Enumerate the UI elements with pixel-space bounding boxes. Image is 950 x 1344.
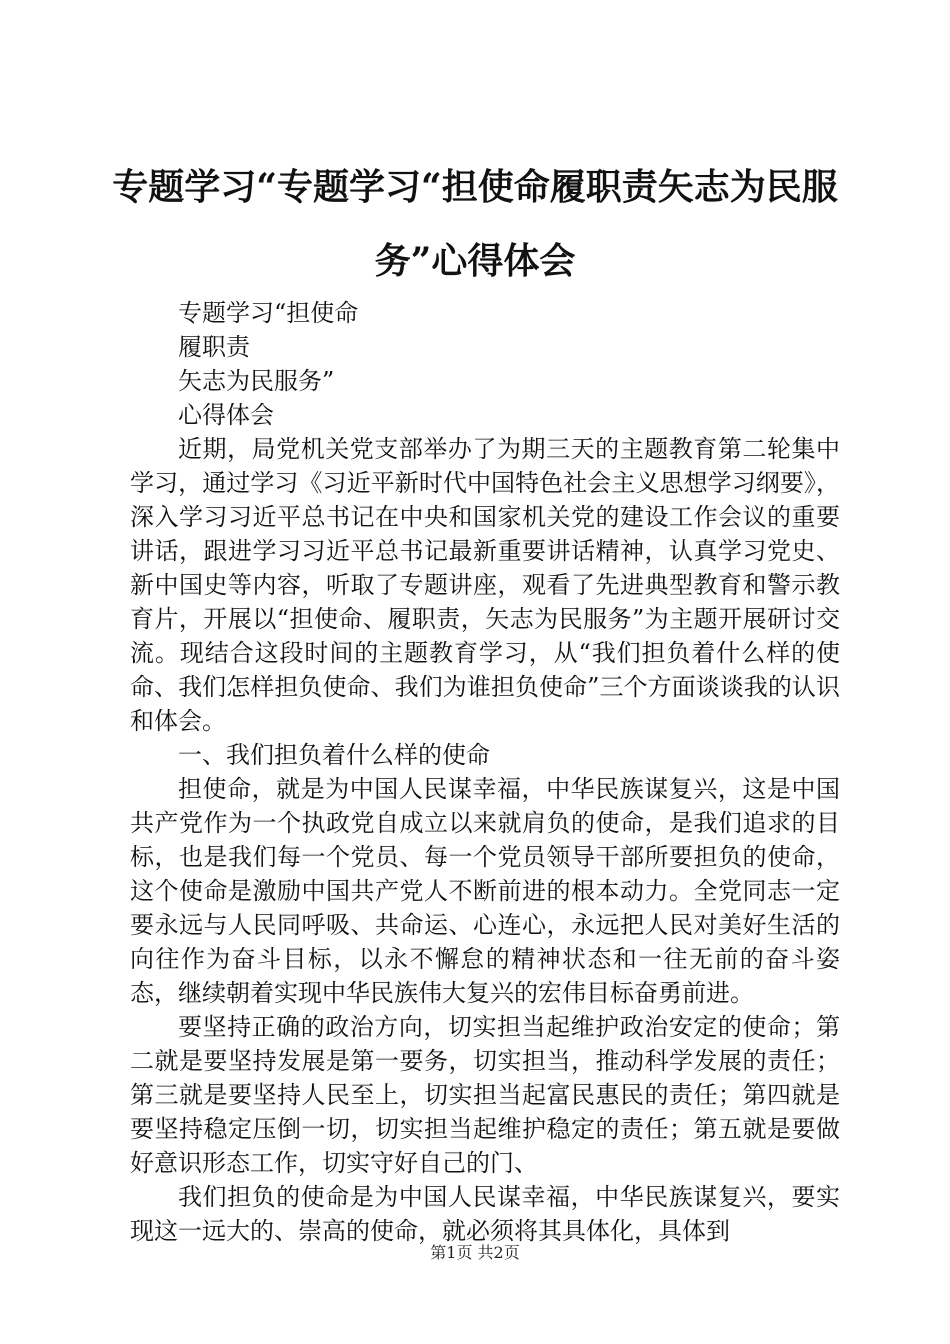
paragraph: 我们担负的使命是为中国人民谋幸福，中华民族谋复兴，要实现这一远大的、崇高的使命，就必须将其具体化，具体到 <box>130 1183 840 1245</box>
paragraph: 要坚持正确的政治方向，切实担当起维护政治安定的使命；第二就是要坚持发展是第一要务，切实担当，推动科学发展的责任；第三就是要坚持人民至上，切实担当起富民惠民的责任；第四就是要坚持稳定压倒一切，切实担当起维护稳定的责任；第五就是要做好意识形态工作，切实守好自己的门、 <box>130 1013 840 1177</box>
paragraph: 矢志为民服务” <box>178 367 335 395</box>
paragraph: 专题学习“担使命 <box>178 299 359 327</box>
document-title: 专题学习“专题学习“担使命履职责矢志为民服务”心得体会 <box>112 166 838 282</box>
paragraph: 担使命，就是为中国人民谋幸福，中华民族谋复兴，这是中国共产党作为一个执政党自成立以来就肩负的使命，是我们追求的目标，也是我们每一个党员、每一个党员领导干部所要担负的使命，这个使命是激励中国共产党人不断前进的根本动力。全党同志一定要永远与人民同呼吸、共命运、心连心，永远把人民对美好生活的向往作为奋斗目标，以永不懈怠的精神状态和一往无前的奋斗姿态，继续朝着实现中华民族伟大复兴的宏伟目标奋勇前进。 <box>130 775 840 1007</box>
document-body <box>130 296 840 1248</box>
paragraph: 心得体会 <box>178 401 274 429</box>
section-heading: 一、我们担负着什么样的使命 <box>178 741 490 769</box>
page-footer: 第1页 共2页 <box>430 1243 520 1262</box>
paragraph: 履职责 <box>178 333 250 361</box>
paragraph: 近期，局党机关党支部举办了为期三天的主题教育第二轮集中学习，通过学习《习近平新时代中国特色社会主义思想学习纲要》，深入学习习近平总书记在中央和国家机关党的建设工作会议的重要讲话，跟进学习习近平总书记最新重要讲话精神，认真学习党史、新中国史等内容，听取了专题讲座，观看了先进典型教育和警示教育片，开展以“担使命、履职责，矢志为民服务”为主题开展研讨交流。现结合这段时间的主题教育学习，从“我们担负着什么样的使命、我们怎样担负使命、我们为谁担负使命”三个方面谈谈我的认识和体会。 <box>130 435 840 735</box>
